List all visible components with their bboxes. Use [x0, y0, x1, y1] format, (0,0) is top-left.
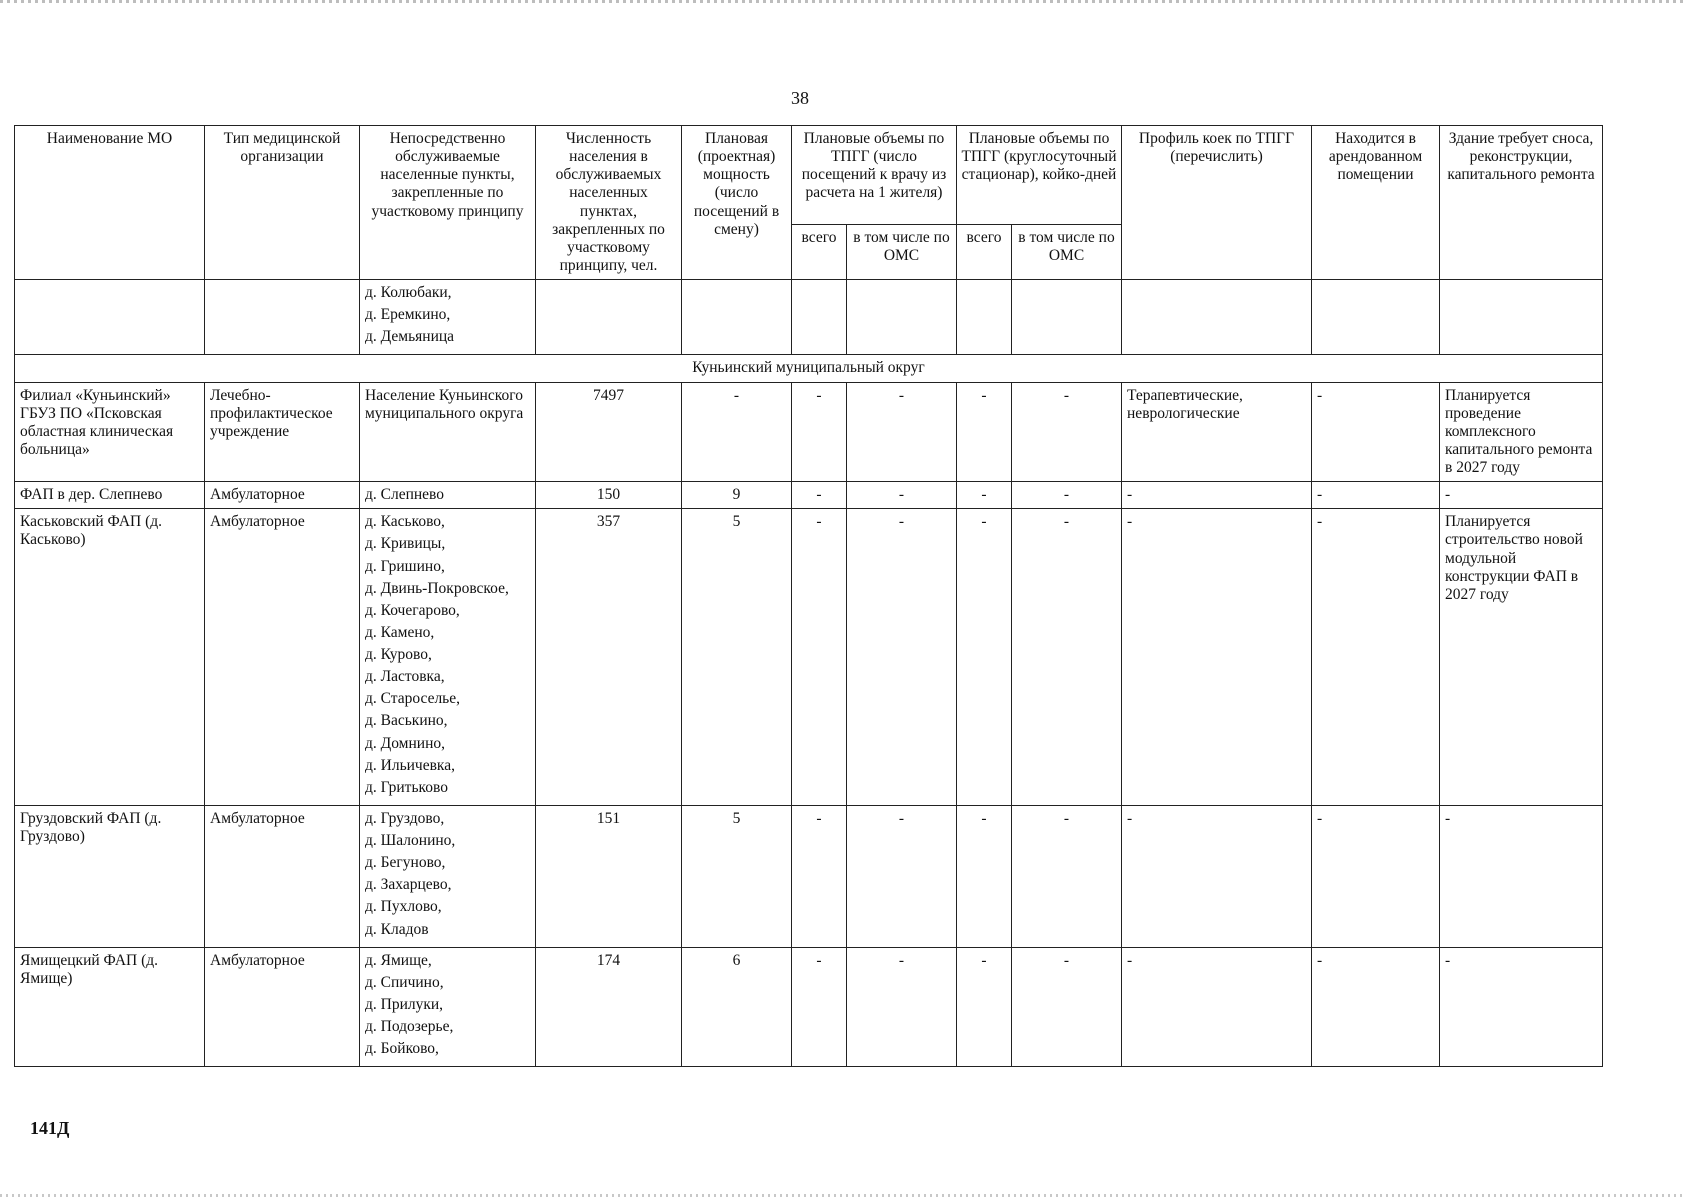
header-visits-total: всего [792, 225, 847, 280]
place-item: д. Васькино, [365, 712, 448, 730]
document-code: 141Д [30, 1118, 70, 1138]
header-rented: Находится в арендованном помещении [1312, 126, 1440, 280]
place-item: д. Колюбаки, [365, 284, 452, 301]
cell-name: Каськовский ФАП (д. Каськово) [15, 509, 205, 806]
cell-name: ФАП в дер. Слепнево [15, 482, 205, 509]
cell-beds-total: - [957, 805, 1012, 947]
cell-beds-total: - [957, 382, 1012, 482]
cell-type: Амбулаторное [205, 482, 360, 509]
place-item: Население Куньинского муниципального округа [365, 386, 524, 422]
header-visits-oms: в том числе по ОМС [847, 225, 957, 280]
header-places: Непосредственно обслуживаемые населенные пункты, закрепленные по участковому принципу [360, 126, 536, 280]
header-building: Здание требует сноса, реконструкции, капитального ремонта [1440, 126, 1603, 280]
place-item: д. Спичино, [365, 973, 444, 991]
cell-places [360, 947, 536, 1067]
cell-places [360, 805, 536, 947]
place-item: д. Каськово, [365, 513, 445, 531]
scan-edge-bottom [0, 1194, 1686, 1197]
cell-profile: - [1122, 805, 1312, 947]
cell-capacity: - [682, 382, 792, 482]
place-item: д. Прилуки, [365, 995, 444, 1013]
cell-visits-total: - [792, 947, 847, 1067]
cell-building: - [1440, 805, 1603, 947]
cell-rented: - [1312, 805, 1440, 947]
cell-capacity: 5 [682, 509, 792, 806]
place-item: д. Камено, [365, 623, 435, 641]
cell-rented: - [1312, 947, 1440, 1067]
cell-beds-oms: - [1012, 382, 1122, 482]
header-visits-group: Плановые объемы по ТПГГ (число посещений к врачу из расчета на 1 жителя) [792, 126, 957, 225]
continuation-row [15, 280, 1603, 355]
cell-population: 150 [536, 482, 682, 509]
cell-visits-oms: - [847, 947, 957, 1067]
place-item: д. Домнино, [365, 734, 445, 752]
cell-beds-total: - [957, 947, 1012, 1067]
cell-empty [1312, 280, 1440, 355]
cell-empty [792, 280, 847, 355]
table-row [15, 509, 1603, 806]
scan-edge-top [0, 0, 1686, 3]
place-item: д. Кладов [365, 920, 429, 938]
cell-population: 7497 [536, 382, 682, 482]
place-item: д. Захарцево, [365, 876, 452, 894]
cell-places [360, 280, 536, 355]
cell-beds-total: - [957, 509, 1012, 806]
table-body [15, 280, 1603, 1067]
cell-population: 151 [536, 805, 682, 947]
table-row [15, 805, 1603, 947]
section-title: Куньинский муниципальный округ [15, 355, 1603, 382]
place-item: д. Кочегарово, [365, 601, 460, 619]
place-item: д. Демьяница [365, 328, 455, 346]
header-beds-total: всего [957, 225, 1012, 280]
cell-beds-oms: - [1012, 509, 1122, 806]
place-item: д. Ластовка, [365, 668, 445, 686]
cell-beds-total: - [957, 482, 1012, 509]
cell-visits-oms: - [847, 482, 957, 509]
place-item: д. Гритьково [365, 778, 448, 796]
cell-empty [1122, 280, 1312, 355]
cell-empty [205, 280, 360, 355]
place-item: д. Бегуново, [365, 854, 446, 872]
cell-visits-total: - [792, 482, 847, 509]
cell-type: Лечебно-профилактическое учреждение [205, 382, 360, 482]
place-item: д. Пухлово, [365, 898, 442, 916]
cell-empty [536, 280, 682, 355]
cell-profile: - [1122, 947, 1312, 1067]
cell-building: Планируется проведение комплексного капитального ремонта в 2027 году [1440, 382, 1603, 482]
header-beds-group: Плановые объемы по ТПГГ (круглосуточный стационар), койко-дней [957, 126, 1122, 225]
header-profile: Профиль коек по ТПГГ (перечислить) [1122, 126, 1312, 280]
cell-visits-oms: - [847, 382, 957, 482]
cell-visits-total: - [792, 805, 847, 947]
header-row-1 [15, 126, 1603, 225]
cell-profile: - [1122, 482, 1312, 509]
table-row [15, 482, 1603, 509]
cell-profile: Терапевтические, неврологические [1122, 382, 1312, 482]
place-item: д. Груздово, [365, 809, 445, 827]
header-capacity: Плановая (проектная) мощность (число посещений в смену) [682, 126, 792, 280]
cell-capacity: 6 [682, 947, 792, 1067]
cell-places [360, 482, 536, 509]
place-item: д. Бойково, [365, 1040, 439, 1058]
cell-building: - [1440, 947, 1603, 1067]
cell-empty [682, 280, 792, 355]
place-item: д. Ямище, [365, 951, 432, 969]
place-item: д. Гришино, [365, 557, 445, 575]
header-type: Тип медицинской организации [205, 126, 360, 280]
cell-rented: - [1312, 482, 1440, 509]
cell-rented: - [1312, 509, 1440, 806]
cell-type: Амбулаторное [205, 947, 360, 1067]
place-item: д. Еремкино, [365, 306, 451, 324]
cell-name: Ямищецкий ФАП (д. Ямище) [15, 947, 205, 1067]
cell-rented: - [1312, 382, 1440, 482]
table-row [15, 947, 1603, 1067]
place-item: д. Шалонино, [365, 832, 456, 849]
cell-beds-oms: - [1012, 482, 1122, 509]
cell-empty [1440, 280, 1603, 355]
header-name: Наименование МО [15, 126, 205, 280]
place-item: д. Курово, [365, 646, 432, 663]
place-item: д. Ильичевка, [365, 756, 455, 774]
table-row [15, 382, 1603, 482]
page-number: 38 [791, 88, 809, 108]
header-beds-oms: в том числе по ОМС [1012, 225, 1122, 280]
header-population: Численность населения в обслуживаемых населенных пунктах, закрепленных по участковому принципу, чел. [536, 126, 682, 280]
place-item: д. Слепнево [365, 486, 445, 504]
cell-building: - [1440, 482, 1603, 509]
cell-visits-total: - [792, 509, 847, 806]
facilities-table [14, 125, 1603, 1067]
cell-type: Амбулаторное [205, 805, 360, 947]
cell-population: 174 [536, 947, 682, 1067]
cell-name: Груздовский ФАП (д. Груздово) [15, 805, 205, 947]
cell-empty [1012, 280, 1122, 355]
cell-type: Амбулаторное [205, 509, 360, 806]
cell-building: Планируется строительство новой модульной конструкции ФАП в 2027 году [1440, 509, 1603, 806]
place-item: д. Кривицы, [365, 535, 446, 553]
cell-places [360, 382, 536, 482]
cell-beds-oms: - [1012, 805, 1122, 947]
place-item: д. Подозерье, [365, 1018, 454, 1035]
cell-places [360, 509, 536, 806]
cell-visits-oms: - [847, 805, 957, 947]
cell-empty [957, 280, 1012, 355]
cell-profile: - [1122, 509, 1312, 806]
place-item: д. Двинь-Покровское, [365, 579, 509, 597]
section-row [15, 355, 1603, 382]
cell-visits-oms: - [847, 509, 957, 806]
cell-beds-oms: - [1012, 947, 1122, 1067]
cell-capacity: 5 [682, 805, 792, 947]
place-item: д. Староселье, [365, 690, 461, 708]
cell-capacity: 9 [682, 482, 792, 509]
cell-empty [15, 280, 205, 355]
cell-empty [847, 280, 957, 355]
cell-visits-total: - [792, 382, 847, 482]
cell-name: Филиал «Куньинский» ГБУЗ ПО «Псковская областная клиническая больница» [15, 382, 205, 482]
cell-population: 357 [536, 509, 682, 806]
